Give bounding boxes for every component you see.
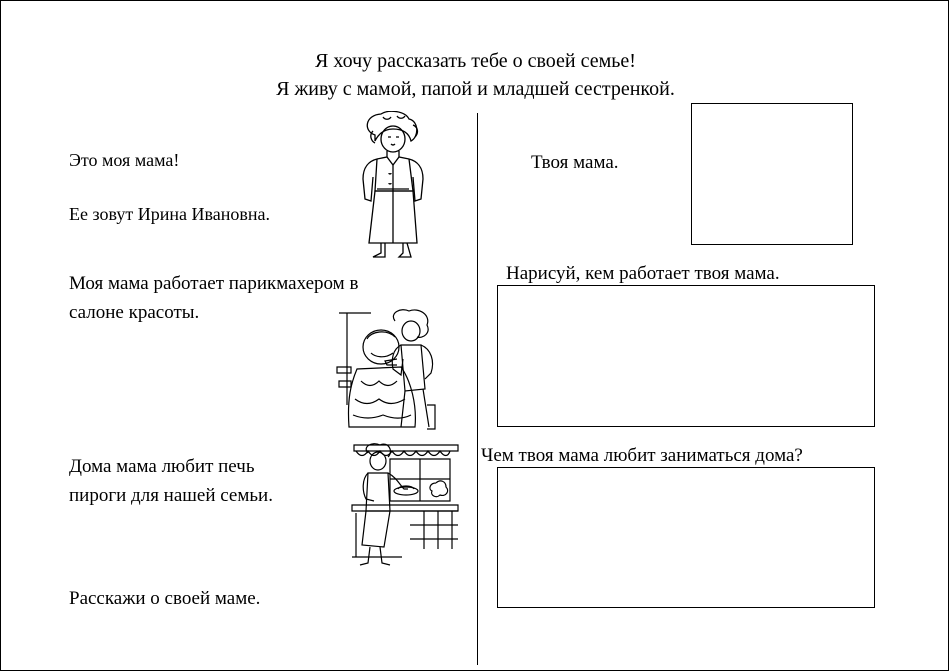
hairdresser-illustration	[331, 309, 449, 435]
your-mom-drawing-box[interactable]	[691, 103, 853, 245]
mom-intro-text: Это моя мама!	[69, 150, 180, 170]
tell-about-mom-text: Расскажи о своей маме.	[69, 588, 261, 609]
mom-job-line-2: салоне красоты.	[69, 302, 200, 323]
baking-illustration	[350, 439, 460, 571]
mom-home-drawing-box[interactable]	[497, 467, 875, 608]
column-divider	[477, 113, 478, 665]
mom-home-line-2: пироги для нашей семьи.	[69, 485, 273, 506]
mom-job-drawing-box[interactable]	[497, 285, 875, 427]
mom-job-line-1: Моя мама работает парикмахером в	[69, 273, 359, 294]
your-mom-label: Твоя мама.	[531, 152, 619, 173]
title-line-2: Я живу с мамой, папой и младшей сестренкой.	[276, 78, 675, 100]
home-question-label: Чем твоя мама любит заниматься дома?	[481, 445, 803, 466]
mother-standing-illustration	[353, 111, 433, 263]
draw-job-label: Нарисуй, кем работает твоя мама.	[506, 263, 780, 284]
mom-home-line-1: Дома мама любит печь	[69, 456, 255, 477]
title-line-1: Я хочу рассказать тебе о своей семье!	[315, 50, 636, 72]
mom-name-text: Ее зовут Ирина Ивановна.	[69, 204, 270, 224]
